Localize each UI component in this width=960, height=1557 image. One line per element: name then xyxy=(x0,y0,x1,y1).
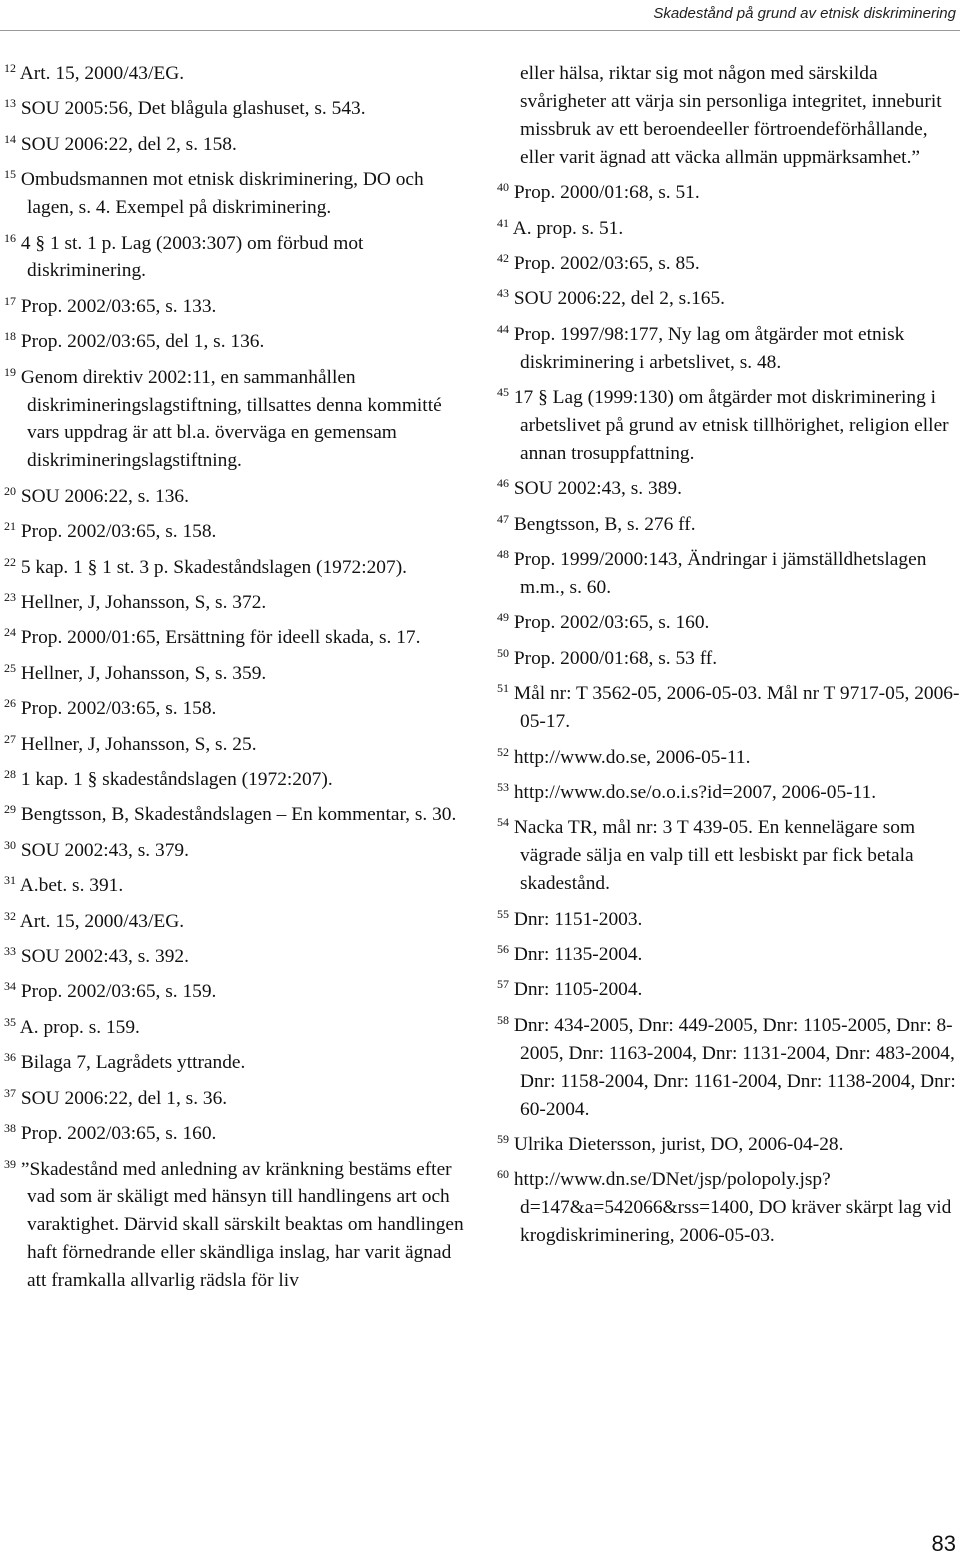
footnote-text: SOU 2006:22, del 1, s. 36. xyxy=(20,1087,228,1109)
footnote xyxy=(497,941,960,969)
footnote xyxy=(497,680,960,736)
footnote-text: A.bet. s. 391. xyxy=(19,875,124,897)
footnote xyxy=(4,660,469,688)
footnote-number: 15 xyxy=(4,167,16,182)
footnote xyxy=(4,554,469,582)
footnote xyxy=(4,328,469,356)
footnote xyxy=(497,1131,960,1159)
footnote-text: Dnr: 1135-2004. xyxy=(513,943,643,965)
footnote-number: 23 xyxy=(4,590,16,604)
footnote-number: 51 xyxy=(497,681,509,696)
footnote-text: Prop. 2000/01:68, s. 51. xyxy=(513,182,700,204)
footnote-text: SOU 2002:43, s. 392. xyxy=(20,946,189,968)
footnote-number: 39 xyxy=(4,1156,16,1171)
footnote-number: 44 xyxy=(497,321,509,336)
footnote-text: 4 § 1 st. 1 p. Lag (2003:307) om förbud mot diskriminering. xyxy=(20,232,364,282)
footnote-text: Dnr: 1105-2004. xyxy=(513,979,643,1001)
footnote xyxy=(4,908,469,936)
footnote-text: SOU 2006:22, del 2, s. 158. xyxy=(20,133,237,155)
footnote-text: Dnr: 434-2005, Dnr: 449-2005, Dnr: 1105-2005, Dnr: 8-2005, Dnr: 1163-2004, Dnr: 1131-2004, Dnr: 483-2004, Dnr: 1158-2004, Dnr: 1161-2004, Dnr: 1138-2004, Dnr: 60-2004. xyxy=(513,1014,956,1120)
footnote-number: 35 xyxy=(4,1014,16,1029)
footnote-text: Prop. 2002/03:65, s. 160. xyxy=(513,612,710,634)
footnote-number: 16 xyxy=(4,230,16,245)
footnote-text: SOU 2002:43, s. 389. xyxy=(513,478,682,500)
footnote-number: 14 xyxy=(4,131,16,146)
footnote-number: 58 xyxy=(497,1012,509,1027)
footnote xyxy=(4,483,469,511)
footnote xyxy=(497,779,960,807)
footnote-number: 47 xyxy=(497,511,509,526)
footnote xyxy=(4,801,469,829)
footnote-text: Prop. 2002/03:65, s. 159. xyxy=(20,981,217,1003)
footnote xyxy=(497,511,960,539)
footnote-text: SOU 2005:56, Det blågula glashuset, s. 543. xyxy=(20,98,366,120)
footnote-number: 55 xyxy=(497,906,509,921)
footnote-text: Bengtsson, B, s. 276 ff. xyxy=(513,513,696,535)
footnote-number: 59 xyxy=(497,1131,509,1146)
footnote xyxy=(497,321,960,377)
footnote xyxy=(497,744,960,772)
footnote-number: 43 xyxy=(497,286,509,301)
footnotes-left-column xyxy=(4,60,469,1303)
footnote xyxy=(497,179,960,207)
footnote xyxy=(497,546,960,602)
footnote-text: Ulrika Dietersson, jurist, DO, 2006-04-28. xyxy=(513,1133,844,1155)
footnote xyxy=(4,60,469,88)
footnote xyxy=(497,609,960,637)
footnote-number: 30 xyxy=(4,837,16,852)
footnote-continuation-text: eller hälsa, riktar sig mot någon med särskilda svårigheter att värja sin personliga integritet, inneburit missbruk av ett beroendeeller förtroendeförhållande, eller varit ägnad att väcka allmän uppmärksamhet.” xyxy=(520,63,942,168)
footnote-text: Prop. 2002/03:65, s. 85. xyxy=(513,252,700,274)
footnote-number: 27 xyxy=(4,731,16,746)
footnote xyxy=(497,250,960,278)
footnote xyxy=(4,589,469,617)
footnote xyxy=(4,624,469,652)
footnote-text: Dnr: 1151-2003. xyxy=(513,908,643,930)
footnote-number: 20 xyxy=(4,483,16,498)
footnote-text: http://www.do.se, 2006-05-11. xyxy=(513,746,751,768)
footnote-text: Bilaga 7, Lagrådets yttrande. xyxy=(20,1052,246,1074)
footnote-text: SOU 2006:22, del 2, s.165. xyxy=(513,288,726,310)
footnote xyxy=(497,906,960,934)
footnote-number: 46 xyxy=(497,476,509,491)
footnote-text: A. prop. s. 51. xyxy=(512,217,624,239)
footnote xyxy=(4,1014,469,1042)
footnote-text: Art. 15, 2000/43/EG. xyxy=(19,910,185,932)
footnote-number: 13 xyxy=(4,96,16,111)
footnote xyxy=(4,695,469,723)
footnote xyxy=(497,976,960,1004)
footnote-text: http://www.do.se/o.o.i.s?id=2007, 2006-05-11. xyxy=(513,781,877,803)
footnote-number: 50 xyxy=(497,645,509,660)
footnote xyxy=(4,518,469,546)
footnote-number: 53 xyxy=(497,779,509,794)
footnote xyxy=(497,814,960,898)
page-number: 83 xyxy=(931,1531,956,1556)
footnote-number: 57 xyxy=(497,977,509,992)
footnote-text: Prop. 2000/01:68, s. 53 ff. xyxy=(513,647,718,669)
footnote-number: 28 xyxy=(4,767,16,782)
footnote xyxy=(4,95,469,123)
footnote-text: Prop. 1997/98:177, Ny lag om åtgärder mot etnisk diskriminering i arbetslivet, s. 48. xyxy=(513,323,905,373)
footnote-text: Genom direktiv 2002:11, en sammanhållen diskrimineringslagstiftning, tillsattes denna kommitté vars uppdrag är att bl.a. överväga en gemensam diskrimineringslagstiftning. xyxy=(20,366,442,472)
footnote xyxy=(4,230,469,286)
footnote xyxy=(497,1012,960,1124)
footnote-number: 17 xyxy=(4,293,16,308)
footnote-number: 38 xyxy=(4,1121,16,1136)
footnote xyxy=(4,872,469,900)
footnote-text: SOU 2006:22, s. 136. xyxy=(20,485,189,507)
footnote-number: 26 xyxy=(4,696,16,711)
footnote xyxy=(4,943,469,971)
footnote-number: 49 xyxy=(497,610,509,625)
footnote-continuation xyxy=(497,60,960,172)
footnote-text: 17 § Lag (1999:130) om åtgärder mot diskriminering i arbetslivet på grund av etnisk tillhörighet, religion eller annan trosuppfattning. xyxy=(513,387,949,464)
footnote xyxy=(4,1156,469,1296)
footnote-number: 45 xyxy=(497,385,509,400)
footnote-text: Ombudsmannen mot etnisk diskriminering, DO och lagen, s. 4. Exempel på diskriminering. xyxy=(20,169,424,219)
footnote xyxy=(4,131,469,159)
footnote-number: 25 xyxy=(4,660,16,675)
footnote xyxy=(497,645,960,673)
footnote-text: Hellner, J, Johansson, S, s. 25. xyxy=(20,733,257,755)
footnote-number: 37 xyxy=(4,1085,16,1100)
footnote-text: Prop. 2002/03:65, s. 133. xyxy=(20,295,217,317)
footnote-number: 40 xyxy=(497,180,509,195)
footnote-number: 19 xyxy=(4,364,16,379)
footnote-number: 56 xyxy=(497,941,509,956)
footnote-number: 12 xyxy=(4,61,16,75)
footnote-text: Bengtsson, B, Skadeståndslagen – En kommentar, s. 30. xyxy=(20,804,457,826)
footnote-number: 34 xyxy=(4,979,16,994)
footnote-text: http://www.dn.se/DNet/jsp/polopoly.jsp?d=147&a=542066&rss=1400, DO kräver skärpt lag vid krogdiskriminering, 2006-05-03. xyxy=(513,1169,952,1247)
footnote-number: 54 xyxy=(497,815,509,830)
footnote-number: 29 xyxy=(4,802,16,817)
footnote-number: 18 xyxy=(4,329,16,344)
footnotes-right-column xyxy=(497,60,960,1258)
footnote-number: 21 xyxy=(4,519,16,534)
footnote-number: 60 xyxy=(497,1167,509,1182)
footnote-text: 1 kap. 1 § skadeståndslagen (1972:207). xyxy=(20,769,333,791)
footnote-text: SOU 2002:43, s. 379. xyxy=(20,839,189,861)
footnote-text: ”Skadestånd med anledning av kränkning bestäms efter vad som är skäligt med hänsyn till handlingens art och varaktighet. Därvid skall särskilt beaktas om handlingen haft förnedrande eller skändliga inslag, har varit ägnad att framkalla allvarlig rädsla för liv xyxy=(20,1158,464,1292)
footnote-number: 32 xyxy=(4,908,16,923)
footnote-number: 33 xyxy=(4,944,16,959)
footnote xyxy=(497,1166,960,1250)
footnote xyxy=(497,285,960,313)
footnote-number: 22 xyxy=(4,554,16,569)
footnote xyxy=(4,978,469,1006)
footnote-number: 48 xyxy=(497,547,509,562)
footnote xyxy=(4,1085,469,1113)
footnote-text: 5 kap. 1 § 1 st. 3 p. Skadeståndslagen (1972:207). xyxy=(20,556,408,578)
footnote-text: Prop. 2002/03:65, s. 160. xyxy=(20,1123,217,1145)
footnote-text: Prop. 2002/03:65, del 1, s. 136. xyxy=(20,331,265,353)
footnote xyxy=(4,166,469,222)
running-header-title: Skadestånd på grund av etnisk diskriminering xyxy=(653,5,956,22)
footnote-text: A. prop. s. 159. xyxy=(19,1016,140,1038)
footnote xyxy=(497,384,960,468)
footnote-number: 36 xyxy=(4,1050,16,1065)
footnote xyxy=(497,215,960,243)
footnote-text: Prop. 2002/03:65, s. 158. xyxy=(20,521,217,543)
footnote xyxy=(4,766,469,794)
footnote xyxy=(4,364,469,476)
footnote-text: Hellner, J, Johansson, S, s. 372. xyxy=(20,592,267,613)
footnote xyxy=(4,731,469,759)
footnote-number: 52 xyxy=(497,744,509,759)
footnote-number: 41 xyxy=(497,215,509,230)
footnote-text: Art. 15, 2000/43/EG. xyxy=(19,63,185,84)
footnote-text: Prop. 2000/01:65, Ersättning för ideell skada, s. 17. xyxy=(20,627,421,649)
header-rule xyxy=(0,30,960,31)
footnote-number: 24 xyxy=(4,625,16,640)
footnote xyxy=(4,1049,469,1077)
footnote xyxy=(4,293,469,321)
footnote-number: 31 xyxy=(4,873,16,888)
footnote-text: Nacka TR, mål nr: 3 T 439-05. En kennelägare som vägrade sälja en valp till ett lesbiskt par fick betala skadestånd. xyxy=(513,817,916,895)
footnote xyxy=(4,837,469,865)
running-header xyxy=(0,0,960,34)
footnote-text: Mål nr: T 3562-05, 2006-05-03. Mål nr T 9717-05, 2006-05-17. xyxy=(513,683,960,733)
footnote-text: Prop. 2002/03:65, s. 158. xyxy=(20,698,217,720)
footnote-text: Hellner, J, Johansson, S, s. 359. xyxy=(20,662,267,684)
footnote xyxy=(497,475,960,503)
footnote xyxy=(4,1120,469,1148)
footnote-text: Prop. 1999/2000:143, Ändringar i jämställdhetslagen m.m., s. 60. xyxy=(513,549,927,598)
footnote-number: 42 xyxy=(497,250,509,265)
